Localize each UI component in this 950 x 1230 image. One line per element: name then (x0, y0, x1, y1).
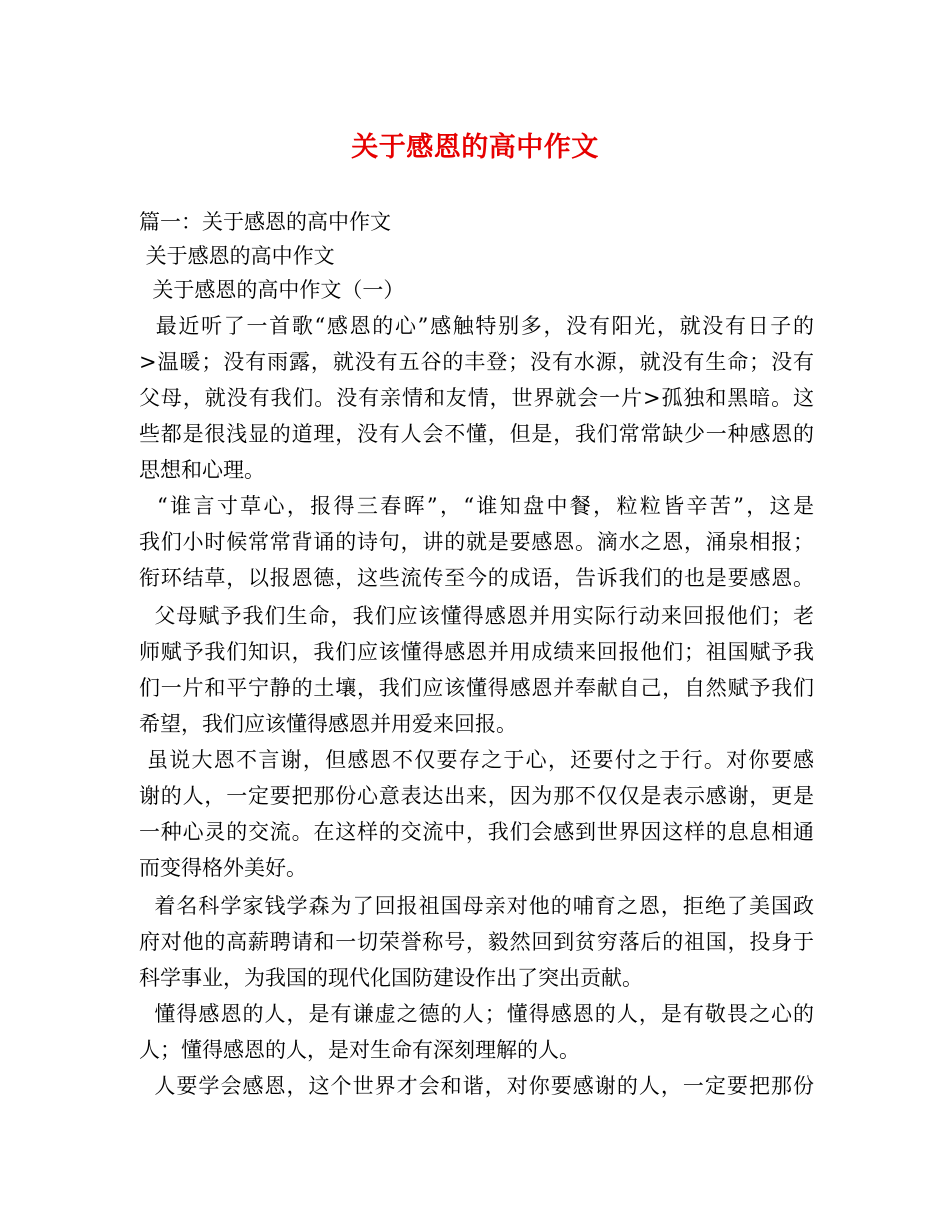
text-line: 思想和心理。 (139, 458, 265, 482)
text-line: 谢的人，一定要把那份心意表达出来，因为那不仅仅是表示感谢，更是 (139, 784, 814, 808)
text-line: 师赋予我们知识，我们应该懂得感恩并用成绩来回报他们；祖国赋予我 (139, 640, 814, 664)
text-line: 着名科学家钱学森为了回报祖国母亲对他的哺育之恩，拒绝了美国政 (139, 894, 814, 918)
text-line: 而变得格外美好。 (139, 856, 307, 880)
essay-title: 关于感恩的高中作文 (139, 244, 335, 268)
text-line: 希望，我们应该懂得感恩并用爱来回报。 (139, 712, 517, 736)
text-line: “谁言寸草心，报得三春晖”，“谁知盘中餐，粒粒皆辛苦”，这是 (139, 494, 814, 518)
text-line: 们一片和平宁静的土壤，我们应该懂得感恩并奉献自己，自然赋予我们 (139, 676, 814, 700)
text-line: 我们小时候常常背诵的诗句，讲的就是要感恩。滴水之恩，涌泉相报； (139, 530, 814, 554)
document-title: 关于感恩的高中作文 (351, 132, 599, 163)
text-line: 衔环结草，以报恩德，这些流传至今的成语，告诉我们的也是要感恩。 (139, 566, 814, 590)
text-line: 些都是很浅显的道理，没有人会不懂，但是，我们常常缺少一种感恩的 (139, 422, 814, 446)
text-line: 懂得感恩的人，是有谦虚之德的人；懂得感恩的人，是有敬畏之心的 (139, 1002, 814, 1026)
text-line: 最近听了一首歌“感恩的心”感触特别多，没有阳光，就没有日子的 (139, 314, 814, 338)
text-line: 父母，就没有我们。没有亲情和友情，世界就会一片>孤独和黑暗。这 (139, 386, 814, 410)
essay-subtitle: 关于感恩的高中作文（一） (139, 278, 405, 302)
text-line: 人要学会感恩，这个世界才会和谐，对你要感谢的人，一定要把那份 (139, 1074, 814, 1098)
text-line: 父母赋予我们生命，我们应该懂得感恩并用实际行动来回报他们；老 (139, 604, 814, 628)
section-heading: 篇一：关于感恩的高中作文 (139, 210, 391, 234)
text-line: 府对他的高薪聘请和一切荣誉称号，毅然回到贫穷落后的祖国，投身于 (139, 930, 814, 954)
text-line: >温暖；没有雨露，就没有五谷的丰登；没有水源，就没有生命；没有 (139, 350, 814, 374)
text-line: 虽说大恩不言谢，但感恩不仅要存之于心，还要付之于行。对你要感 (139, 748, 814, 772)
text-line: 一种心灵的交流。在这样的交流中，我们会感到世界因这样的息息相通 (139, 820, 814, 844)
text-line: 科学事业，为我国的现代化国防建设作出了突出贡献。 (139, 966, 643, 990)
text-line: 人；懂得感恩的人，是对生命有深刻理解的人。 (139, 1038, 580, 1062)
